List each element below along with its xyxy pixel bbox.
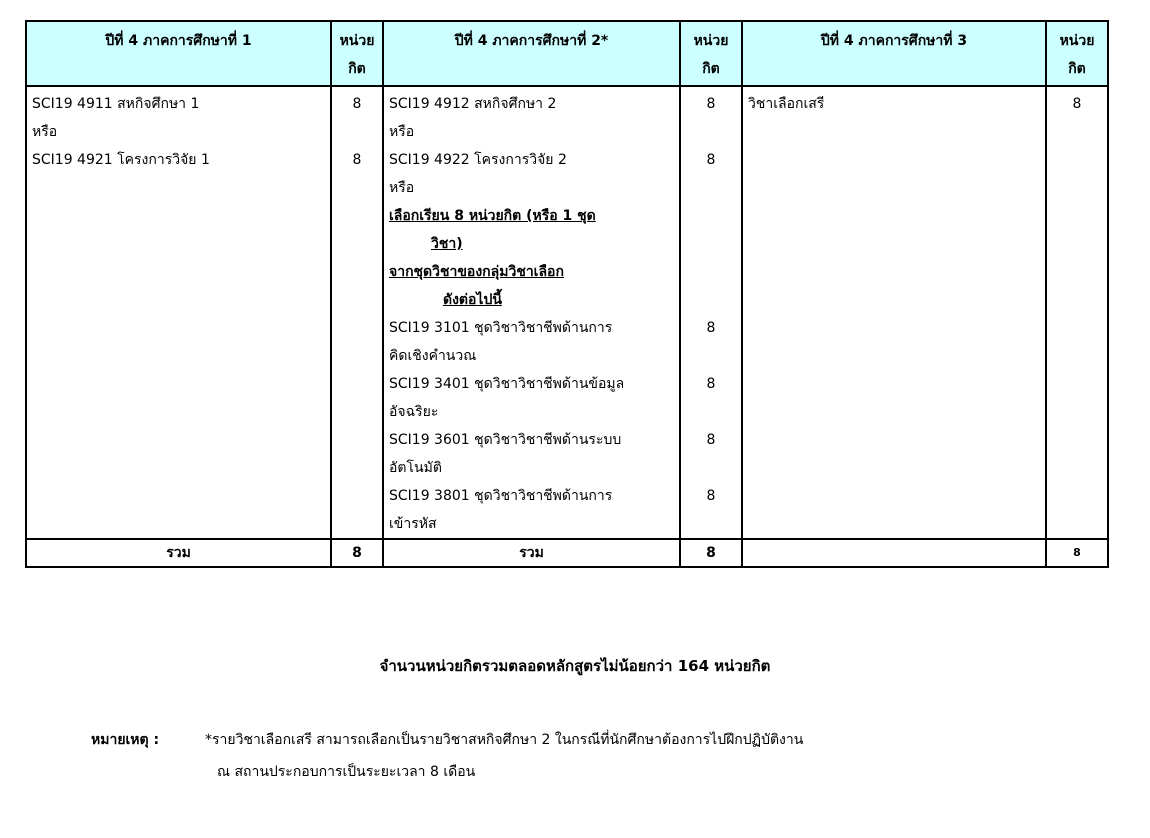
table-row <box>26 482 1108 539</box>
header-credit3: หน่วย กิต <box>1046 21 1108 86</box>
table-row <box>26 86 1108 118</box>
header-row <box>26 21 1108 86</box>
header-sem2: ปีที่ 4 ภาคการศึกษาที่ 2* <box>383 21 680 86</box>
table-row <box>26 426 1108 482</box>
module-course: SCI19 3401 ชุดวิชาวิชาชีพด้านข้อมูล อัจฉริยะ <box>383 370 680 426</box>
footnote-line1: *รายวิชาเลือกเสรี สามารถเลือกเป็นรายวิชาสหกิจศึกษา 2 ในกรณีที่นักศึกษาต้องการไปฝึกปฏิบัติงาน <box>205 732 804 748</box>
table-row <box>26 202 1108 314</box>
footnote-line2: ณ สถานประกอบการเป็นระยะเวลา 8 เดือน <box>217 764 476 780</box>
table-row <box>26 370 1108 426</box>
total-value-sem1: 8 <box>331 539 383 567</box>
module-credit: 8 <box>680 426 742 482</box>
header-sem1: ปีที่ 4 ภาคการศึกษาที่ 1 <box>26 21 331 86</box>
footnote-label: หมายเหตุ : <box>91 732 160 748</box>
sem2-or: หรือ <box>383 174 680 202</box>
sem1-or: หรือ <box>26 118 331 146</box>
module-course: SCI19 3601 ชุดวิชาวิชาชีพด้านระบบ อัตโนมัติ <box>383 426 680 482</box>
sem1-credit: 8 <box>331 146 383 174</box>
elective-heading: เลือกเรียน 8 หน่วยกิต (หรือ 1 ชุด วิชา) จากชุดวิชาของกลุ่มวิชาเลือก ดังต่อไปนี้ <box>383 202 680 314</box>
sem2-credit: 8 <box>680 86 742 118</box>
module-course: SCI19 3101 ชุดวิชาวิชาชีพด้านการ คิดเชิงคำนวณ <box>383 314 680 370</box>
sem3-credit: 8 <box>1046 86 1108 118</box>
sem2-course: SCI19 4922 โครงการวิจัย 2 <box>383 146 680 174</box>
sem1-course: SCI19 4911 สหกิจศึกษา 1 <box>26 86 331 118</box>
sem3-course: วิชาเลือกเสรี <box>742 86 1046 118</box>
total-credits-summary: จำนวนหน่วยกิตรวมตลอดหลักสูตรไม่น้อยกว่า 164 หน่วยกิต <box>379 657 771 675</box>
footnote <box>91 724 803 788</box>
table-row <box>26 146 1108 174</box>
total-value-sem2: 8 <box>680 539 742 567</box>
module-credit: 8 <box>680 314 742 370</box>
total-label-sem1: รวม <box>26 539 331 567</box>
sem2-or: หรือ <box>383 118 680 146</box>
table-row <box>26 314 1108 370</box>
header-sem3: ปีที่ 4 ภาคการศึกษาที่ 3 <box>742 21 1046 86</box>
curriculum-table <box>25 20 1109 568</box>
total-row <box>26 539 1108 567</box>
total-value-sem3: 8 <box>1046 539 1108 567</box>
module-credit: 8 <box>680 370 742 426</box>
module-course: SCI19 3801 ชุดวิชาวิชาชีพด้านการ เข้ารหัส <box>383 482 680 539</box>
total-label-sem3 <box>742 539 1046 567</box>
total-label-sem2: รวม <box>383 539 680 567</box>
header-credit1: หน่วย กิต <box>331 21 383 86</box>
module-credit: 8 <box>680 482 742 539</box>
sem1-credit: 8 <box>331 86 383 118</box>
sem2-course: SCI19 4912 สหกิจศึกษา 2 <box>383 86 680 118</box>
table-row <box>26 174 1108 202</box>
sem1-course: SCI19 4921 โครงการวิจัย 1 <box>26 146 331 174</box>
header-credit2: หน่วย กิต <box>680 21 742 86</box>
table-row <box>26 118 1108 146</box>
sem2-credit: 8 <box>680 146 742 174</box>
